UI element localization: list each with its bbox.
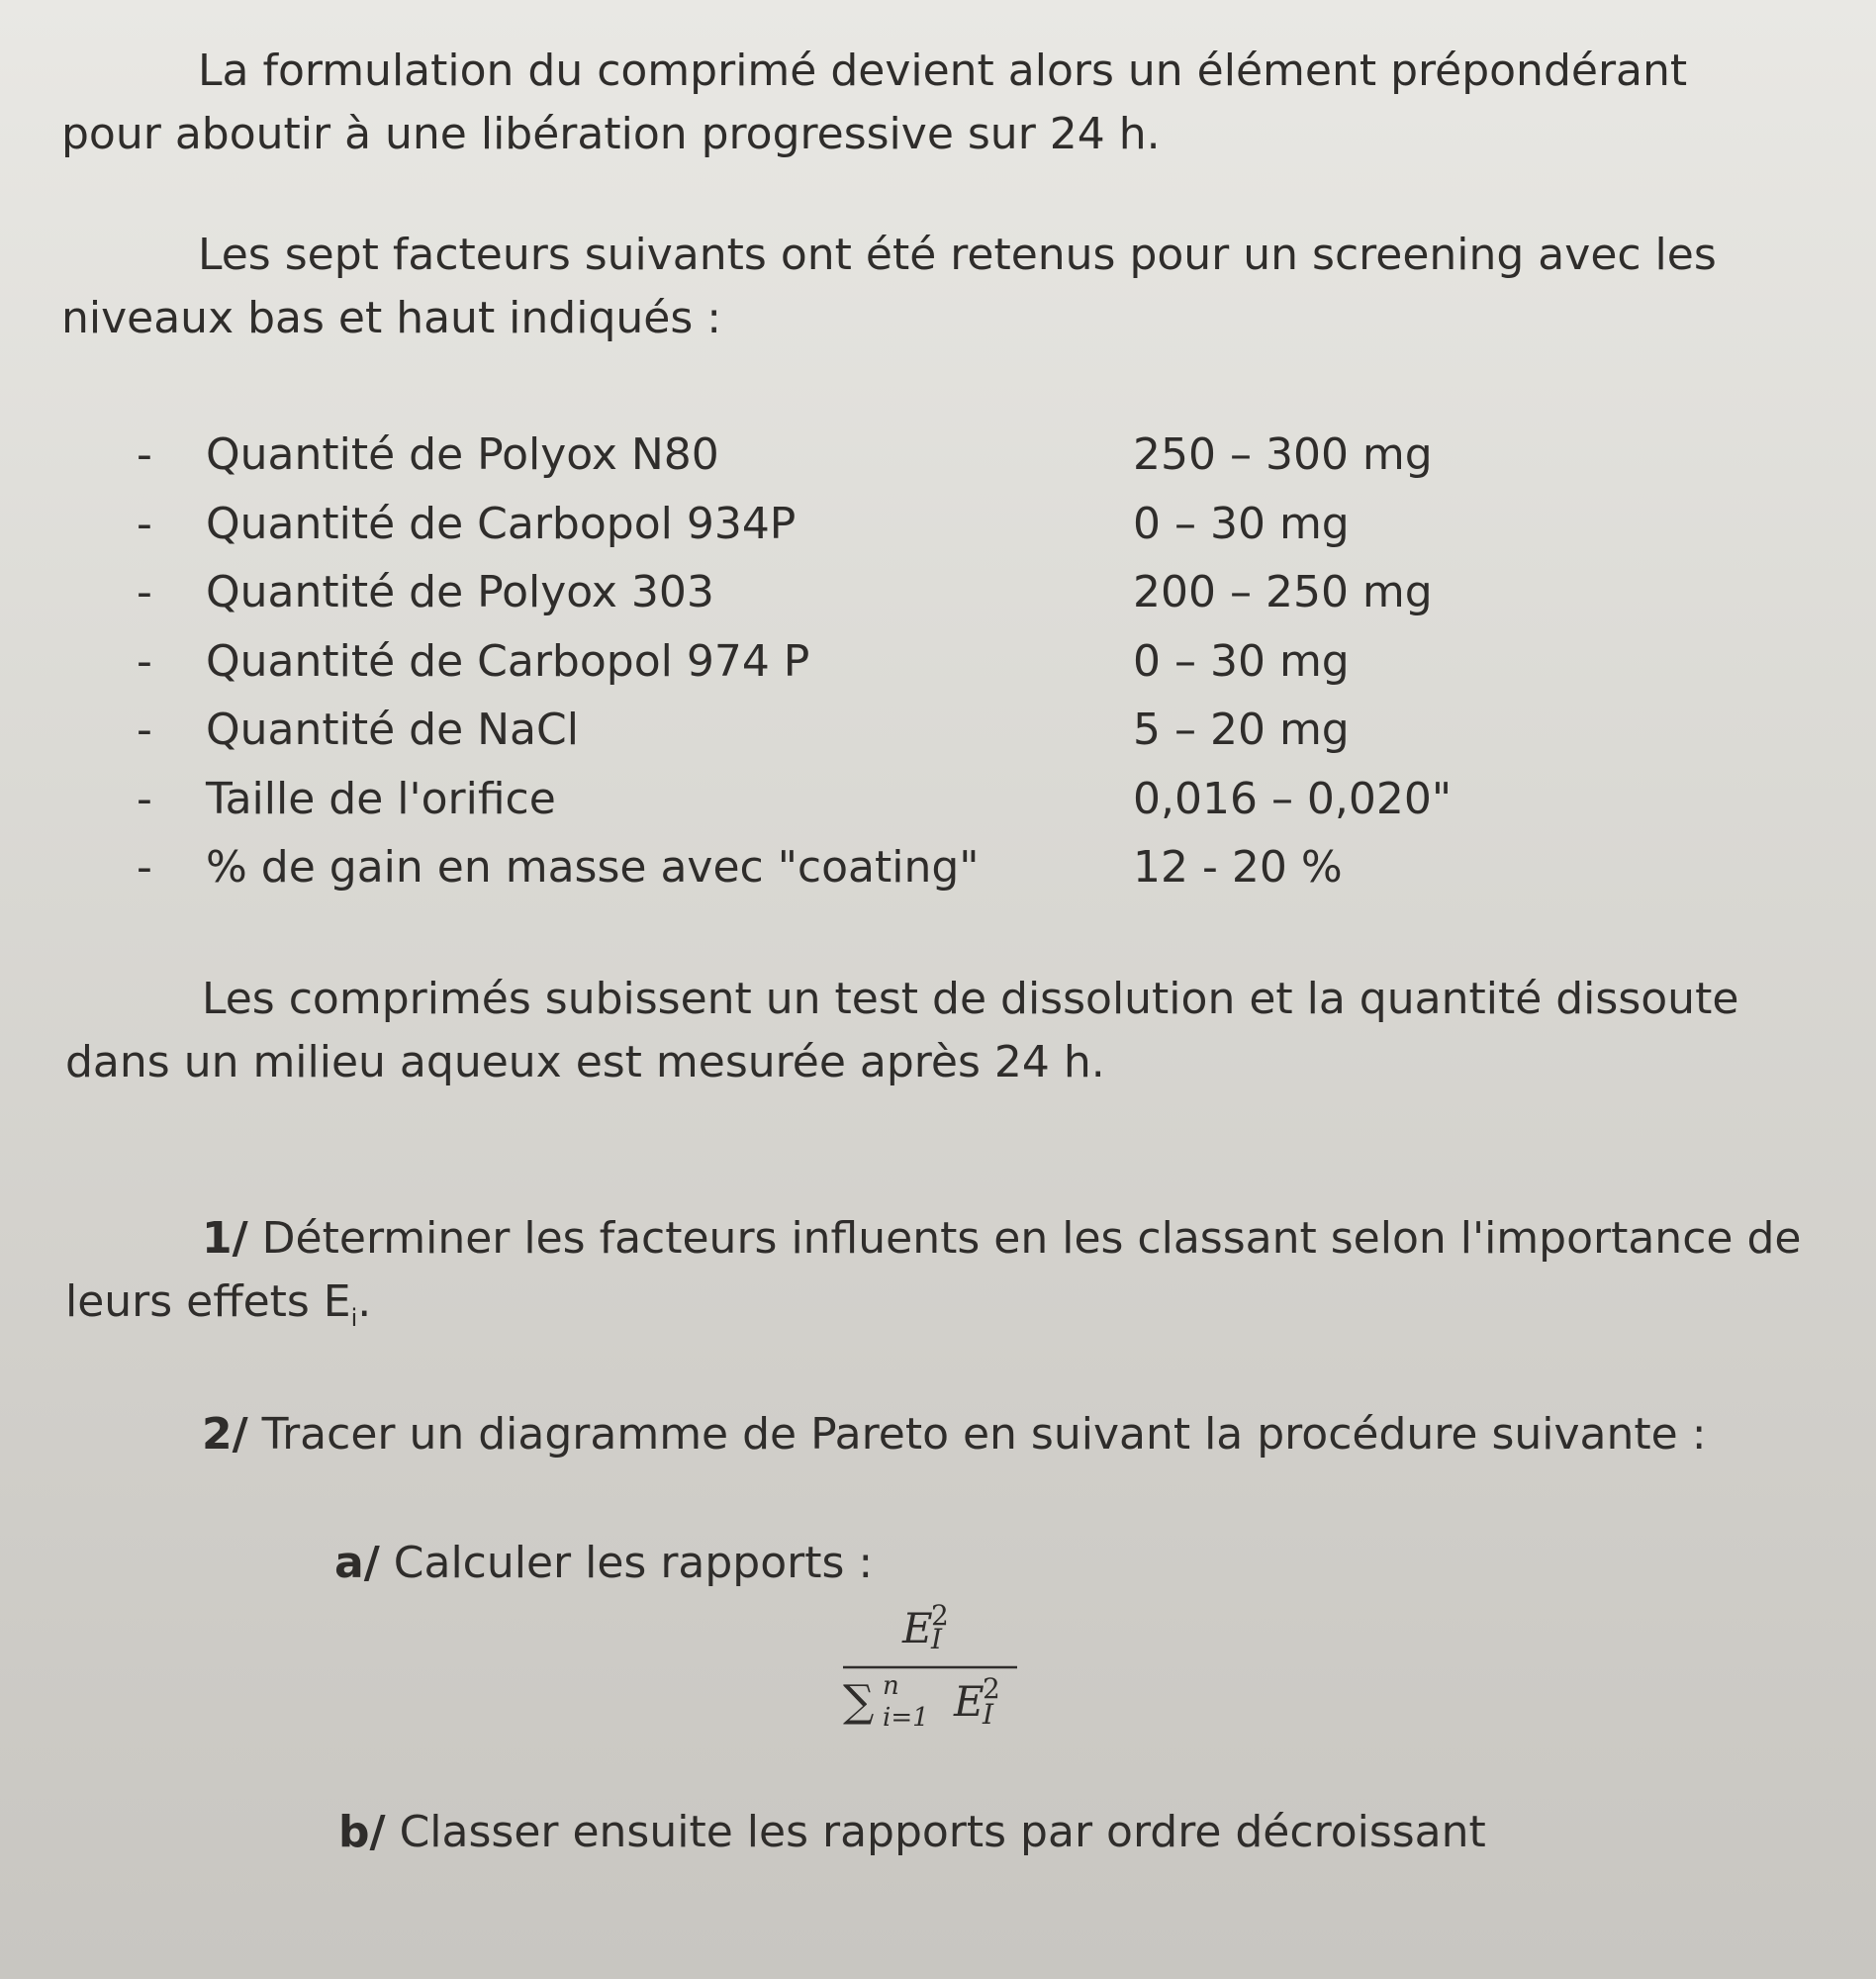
factor-label: Quantité de NaCl (206, 705, 579, 755)
question-1-number: 1/ (202, 1213, 248, 1264)
question-b-line (338, 1801, 1486, 1864)
factor-label: Quantité de Polyox N80 (206, 429, 719, 480)
question-1-line-1 (65, 1207, 1801, 1271)
factor-item (129, 421, 1613, 490)
list-bullet: - (137, 842, 152, 893)
ratio-formula (831, 1591, 1029, 1740)
factors-list (129, 421, 1613, 902)
dissolution-line-2: dans un milieu aqueux est mesurée après 24 h. (65, 1037, 1105, 1087)
factor-item (129, 765, 1613, 834)
question-2 (202, 1403, 1707, 1466)
factor-label: Quantité de Polyox 303 (206, 567, 714, 617)
list-bullet: - (137, 429, 152, 480)
factor-range: 250 – 300 mg (1133, 429, 1433, 480)
sum-upper-limit: n (883, 1671, 899, 1701)
factors-intro-line-2: niveaux bas et haut indiqués : (61, 293, 722, 343)
factor-label: % de gain en masse avec "coating" (206, 842, 980, 893)
factor-range: 12 - 20 % (1133, 842, 1343, 893)
question-1-end: . (357, 1276, 372, 1327)
question-a (334, 1532, 873, 1595)
intro-paragraph (61, 40, 1687, 166)
factor-label: Quantité de Carbopol 974 P (206, 635, 810, 687)
factor-label: Taille de l'orifice (206, 773, 556, 824)
question-a-number: a/ (334, 1538, 380, 1588)
factors-intro-line-1: Les sept facteurs suivants ont été retenus pour un screening avec les (198, 230, 1717, 280)
factor-item (129, 490, 1613, 559)
list-bullet: - (137, 705, 152, 755)
question-b (338, 1801, 1486, 1864)
intro-line-1: La formulation du comprimé devient alors un élément prépondérant (198, 46, 1688, 96)
factor-range: 200 – 250 mg (1133, 567, 1433, 617)
question-2-text: Tracer un diagramme de Pareto en suivant la procédure suivante : (247, 1409, 1707, 1460)
factor-range: 5 – 20 mg (1133, 705, 1350, 755)
factor-item (129, 627, 1613, 697)
formula-svg (831, 1591, 1029, 1740)
factor-item (129, 558, 1613, 627)
question-1-line-2 (65, 1271, 1801, 1350)
question-a-text: Calculer les rapports : (379, 1538, 874, 1588)
question-1-subscript: i (350, 1303, 358, 1332)
formula-denominator-variable: E (954, 1677, 985, 1726)
question-1-text-2: leurs effets E (65, 1276, 351, 1327)
formula-denominator-exponent: 2 (983, 1672, 1000, 1705)
factors-intro-paragraph (61, 224, 1717, 350)
sum-lower-limit: i=1 (883, 1703, 929, 1733)
intro-line-2: pour aboutir à une libération progressive sur 24 h. (61, 109, 1161, 159)
factor-item (129, 696, 1613, 765)
factor-label: Quantité de Carbopol 934P (206, 498, 797, 549)
question-b-text: Classer ensuite les rapports par ordre décroissant (385, 1807, 1486, 1857)
formula-numerator-variable: E (902, 1604, 933, 1652)
dissolution-paragraph (65, 968, 1738, 1094)
factor-item (129, 833, 1613, 902)
factor-range: 0 – 30 mg (1133, 498, 1350, 549)
factor-range: 0,016 – 0,020" (1133, 773, 1453, 824)
question-b-number: b/ (338, 1807, 386, 1857)
question-2-number: 2/ (202, 1409, 248, 1460)
sigma-symbol: ∑ (843, 1676, 875, 1727)
list-bullet: - (137, 773, 152, 824)
question-a-line (334, 1532, 873, 1595)
question-2-line (202, 1403, 1707, 1466)
formula-denominator-subscript: I (983, 1698, 994, 1731)
formula-numerator-exponent: 2 (931, 1599, 949, 1632)
list-bullet: - (137, 635, 152, 687)
question-1-text: Déterminer les facteurs influents en les classant selon l'importance de (247, 1213, 1802, 1264)
list-bullet: - (137, 567, 152, 617)
formula-numerator-subscript: I (931, 1623, 943, 1655)
dissolution-line-1: Les comprimés subissent un test de dissolution et la quantité dissoute (202, 974, 1739, 1024)
question-1 (65, 1207, 1801, 1350)
factor-range: 0 – 30 mg (1133, 635, 1350, 687)
list-bullet: - (137, 498, 152, 549)
